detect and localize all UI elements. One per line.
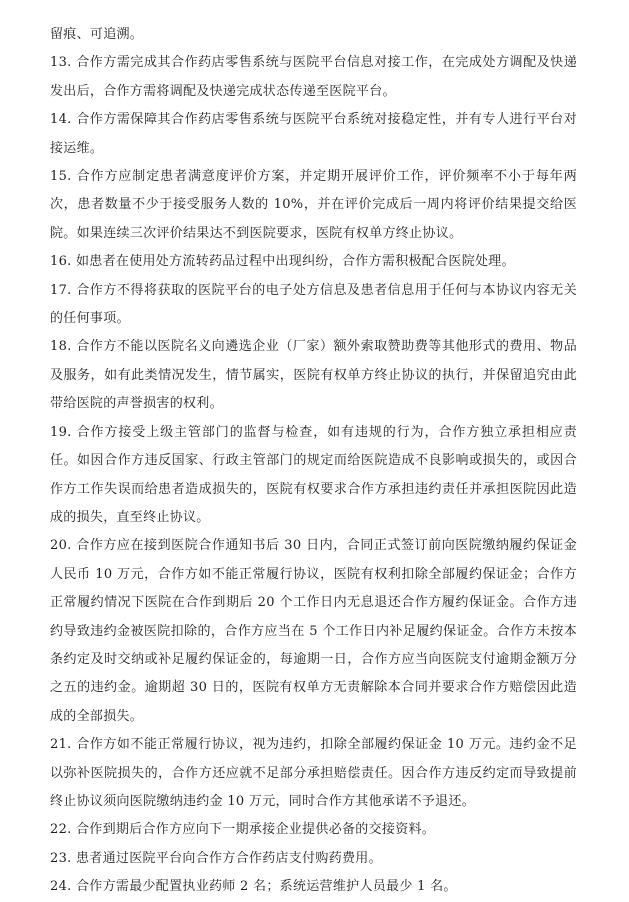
clause-21: 21. 合作方如不能正常履行协议，视为违约，扣除全部履约保证金 10 万元。违约金不足以弥补医院损失的，合作方还应就不足部分承担赔偿责任。因合作方违反约定而导致提前终止协议须向医院缴纳违约金 10 万元，同时合作方其他承诺不予退还。 xyxy=(50,737,577,809)
clause-22: 22. 合作到期后合作方应向下一期承接企业提供必备的交接资料。 xyxy=(50,822,436,838)
clause-19: 19. 合作方接受上级主管部门的监督与检查，如有违规的行为，合作方独立承担相应责任。如因合作方违反国家、行政主管部门的规定而给医院造成不良影响或损失的，或因合作方工作失误而给患者造成损失的，医院有权要求合作方承担违约责任并承担医院因此造成的损失，直至终止协议。 xyxy=(50,424,577,525)
paragraph-continuation: 留痕、可追溯。 xyxy=(50,27,144,42)
clause-23: 23. 患者通过医院平台向合作方合作药店支付购药费用。 xyxy=(50,850,382,866)
clause-13: 13. 合作方需完成其合作药店零售系统与医院平台信息对接工作，在完成处方调配及快递发出后，合作方需将调配及快递完成状态传递至医院平台。 xyxy=(50,55,577,99)
clause-17: 17. 合作方不得将获取的医院平台的电子处方信息及患者信息用于任何与本协议内容无关的任何事项。 xyxy=(50,282,577,327)
clause-16: 16. 如患者在使用处方流转药品过程中出现纠纷，合作方需积极配合医院处理。 xyxy=(50,254,515,270)
clause-14: 14. 合作方需保障其合作药店零售系统与医院平台系统对接稳定性，并有专人进行平台对接运维。 xyxy=(50,112,577,156)
clause-18: 18. 合作方不能以医院名义向遴选企业（厂家）额外索取赞助费等其他形式的费用、物品及服务，如有此类情况发生，情节属实，医院有权单方终止协议的执行，并保留追究由此带给医院的声誉损害的权利。 xyxy=(50,339,577,412)
clause-20: 20. 合作方应在接到医院合作通知书后 30 日内，合同正式签订前向医院缴纳履约保证金人民币 10 万元，合作方如不能正常履行协议，医院有权利扣除全部履约保证金；合作方正常履约情况下医院在合作到期后 20 个工作日内无息退还合作方履约保证金。合作方违约导致违约金被医院扣除的，合作方应当在 5 个工作日内补足履约保证金。合作方未按本条约定及时交纳或补足履约保证金的，每逾期一日，合作方应当向医院支付逾期金额万分之五的违约金。逾期超 30 日的，医院有权单方无责解除本合同并要求合作方赔偿因此造成的全部损失。 xyxy=(50,538,577,724)
clause-15: 15. 合作方应制定患者满意度评价方案，并定期开展评价工作，评价频率不小于每年两次，患者数量不少于接受服务人数的 10%，并在评价完成后一周内将评价结果提交给医院。如果连续三次评价结果达不到医院要求，医院有权单方终止协议。 xyxy=(50,169,577,241)
clause-24: 24. 合作方需最少配置执业药师 2 名；系统运营维护人员最少 1 名。 xyxy=(50,879,457,895)
